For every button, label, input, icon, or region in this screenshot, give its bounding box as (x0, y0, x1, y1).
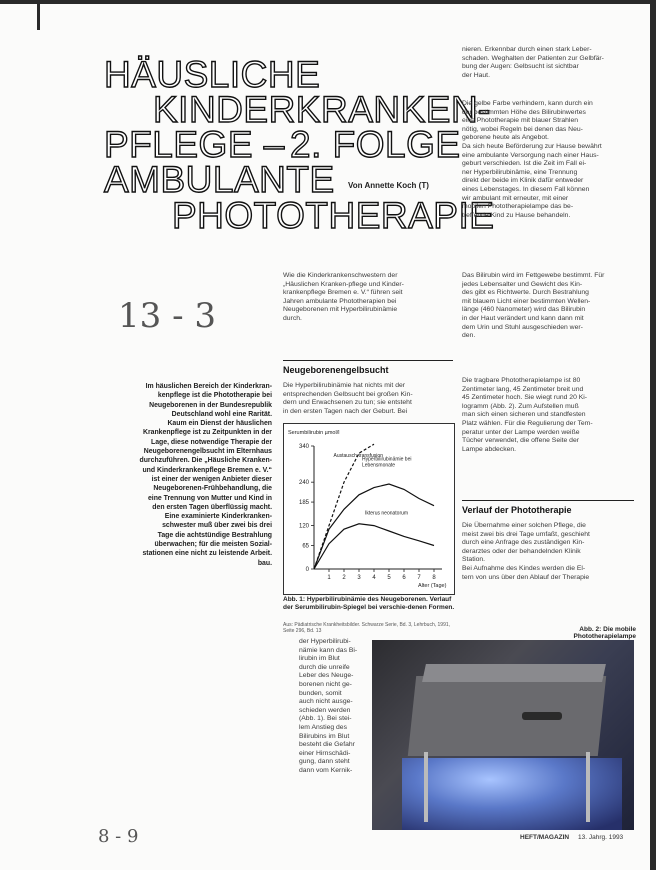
intro-line: durchzuführen. Die „Häusliche Kranken- (139, 457, 272, 465)
col3-para-c (462, 377, 632, 454)
text-line: Da sich heute Beförderung zur Hause bewährt (462, 142, 602, 150)
text-line: Die Hyperbilirubinämie hat nichts mit der (283, 382, 406, 389)
y-tick-label: 185 (298, 500, 309, 507)
scan-top-left-notch (37, 0, 40, 30)
text-line: schaden. Weghalten der Patienten zur Gelbfär- (462, 54, 604, 62)
text-line: Die tragbare Phototherapielampe ist 80 (462, 377, 581, 384)
text-line: Zentimeter lang, 45 Zentimeter breit und (462, 385, 584, 393)
figure-1-caption: Abb. 1: Hyperbilirubinämie des Neugeborenen. Verlauf der Serumbilirubin-Spiegel bei verschie-denen Formen. (283, 596, 455, 612)
section1-heading: Neugeborenengelbsucht (283, 365, 389, 375)
chart-annotation: Ikterus neonatorum (365, 510, 409, 517)
text-line: durch die unreife (299, 663, 350, 671)
text-line: gung, dann steht (299, 758, 350, 766)
x-tick-label: 5 (387, 575, 391, 581)
text-line: einer Hirnschädi- (299, 749, 351, 757)
text-line: ner Hyperbilirubinämie, eine Trennung (462, 168, 578, 176)
text-line: nötig, wobei Regeln bei denen das Neu- (462, 125, 583, 133)
text-line: Neugeborenen mit Hyperbilirubinämie (283, 306, 398, 314)
text-line: der bestimmten Höhe des Bilirubinwertes (462, 108, 586, 116)
text-line: peratur unter der Lampe werden weiße (462, 428, 580, 436)
text-line: durch eine Anfrage des zuständigen Kin- (462, 539, 585, 547)
text-line: Tücher verwendet, die offene Seite der (462, 437, 580, 445)
text-line: meist zwei bis drei Tage umfaßt, geschieht (462, 530, 590, 538)
x-tick-label: 2 (342, 575, 346, 581)
intro-line: bau. (257, 559, 272, 567)
text-line: Leber des Neuge- (299, 672, 354, 680)
x-tick-label: 6 (402, 575, 406, 581)
text-line: auch nicht ausge- (299, 698, 353, 706)
intro-line: Neugeborenen in der Bundesrepublik (149, 401, 272, 409)
text-line: geborene heute als Angebot. (462, 134, 549, 142)
text-line: wir ambulant mit erneuter, mit einer (462, 194, 569, 202)
text-line: der Hyperbilirubi- (299, 638, 351, 645)
text-line: 45 Zentimeter hoch. Sie wiegt rund 20 Ki- (462, 394, 588, 402)
footer-issue: 13. Jahrg. 1993 (578, 834, 624, 841)
intro-line: eine Trennung von Mutter und Kind in (147, 494, 272, 502)
series-line (314, 524, 434, 569)
text-line: nämie kann das Bi- (299, 646, 358, 654)
text-line: Platz wählen. Für die Regulierung der Tem- (462, 419, 593, 427)
title-line-2: KINDERKRANKEN- (153, 89, 491, 130)
scan-top-edge (0, 0, 656, 4)
text-line: mobilen Phototherapielampe das be- (462, 203, 574, 211)
text-line: in der Haut verändert und kann dann mit (462, 314, 584, 322)
col3-para-b (462, 272, 632, 341)
x-tick-label: 1 (327, 575, 331, 581)
intro-line: kenpflege ist die Phototherapie bei (157, 392, 272, 400)
title-line-1: HÄUSLICHE (104, 54, 321, 95)
text-line: Das Bilirubin wird im Fettgewebe bestimmt. Für (462, 272, 605, 279)
text-line: eine Phototherapie mit blauer Strahlen (462, 117, 578, 125)
intro-line: Krankenpflege ist zu Zeitpunkten in der (142, 429, 272, 437)
x-tick-label: 7 (417, 575, 421, 581)
chart-annotation: Austausch-transfusion (333, 452, 383, 459)
text-line: eines Lebenstages. In diesem Fall können (462, 185, 590, 193)
text-line: derarztes oder der behandelnden Klinik (462, 547, 581, 555)
text-line: borenen nicht ge- (299, 680, 352, 688)
lamp-leg (586, 752, 590, 822)
section1-rule (283, 360, 453, 361)
text-line: (Abb. 1). Bei stei- (299, 715, 352, 723)
intro-line: Neugeborenengelbsucht im Elternhaus (143, 448, 272, 456)
text-line: in den ersten Tagen nach der Geburt. Bei (283, 407, 408, 415)
lamp-housing (408, 676, 606, 756)
intro-line: Eine examinierte Kinderkranken- (164, 513, 272, 521)
x-tick-label: 3 (357, 575, 361, 581)
text-line: den. (462, 332, 476, 340)
title-line-5: AMBULANTE (104, 159, 335, 200)
text-line: nieren. Erkennbar durch einen stark Leber- (462, 46, 592, 53)
intro-line: schwester muß über zwei bis drei (162, 522, 272, 530)
footer-journal: HEFT/MAGAZIN (520, 834, 570, 841)
text-line: treffende Kind zu Hause behandeln. (462, 211, 571, 219)
text-line: Station. (462, 556, 486, 564)
y-tick-label: 0 (305, 567, 309, 573)
text-line: bung der Augen: Gelbsucht ist sichtbar (462, 63, 579, 71)
title-line-4: 2. FOLGE (290, 124, 461, 165)
text-line: direkt der beide im Klinik dafür entweder (462, 177, 584, 185)
intro-line: stationen eine nicht zu leistende Arbeit. (142, 550, 272, 558)
text-line: lem Anstieg des (299, 723, 347, 731)
x-axis-label: Alter (Tage) (418, 583, 447, 589)
x-tick-label: 8 (432, 575, 436, 581)
chart-annotation: Lebensmonate (362, 462, 396, 469)
handwritten-number-bottom: 8 - 9 (98, 826, 139, 847)
intro-line: Kaum ein Dienst der häuslichen (167, 420, 272, 428)
text-line: bunden, somit (299, 689, 342, 697)
text-line: Lampe abdecken. (462, 445, 517, 453)
y-tick-label: 120 (298, 523, 309, 530)
intro-line: Neugeborenen-Frühbehandlung, die (153, 485, 272, 493)
y-tick-label: 340 (298, 444, 309, 450)
col3-top (462, 46, 632, 80)
series-line (314, 484, 434, 569)
section2-text (462, 522, 634, 582)
text-line: jedes Lebensalter und Gewicht des Kin- (462, 280, 583, 288)
figure-1-source: Aus: Pädiatrische Krankheitsbilder. Schwarze Serie, Bd. 3, Lehrbuch, 1991, Seite 296, Bd. 13 (283, 622, 451, 634)
intro-line: und Kinderkrankenpflege Bremen e. V.“ (142, 466, 272, 474)
y-tick-label: 65 (302, 543, 309, 550)
figure-1-chart (283, 423, 455, 595)
title-line-3: PFLEGE – (104, 124, 285, 165)
col3-para-a (462, 100, 632, 220)
section2-heading: Verlauf der Phototherapie (462, 505, 572, 515)
text-line: logramm (Abb. 2). Zum Aufstellen muß (462, 402, 579, 410)
text-line: schieden werden (299, 706, 351, 714)
text-line: man sich einen sicheren und standfesten (462, 411, 586, 419)
text-line: des gibt es Richtwerte. Durch Bestrahlung (462, 289, 589, 297)
text-line: besteht die Gefahr (299, 741, 355, 749)
section2-rule (462, 500, 634, 501)
byline: Von Annette Koch (T) (348, 181, 429, 190)
intro-line: Tage die achtstündige Bestrahlung (157, 531, 272, 539)
text-line: dem Urin und Stuhl ausgeschieden wer- (462, 323, 583, 331)
text-line: Wie die Kinderkrankenschwestern der (283, 272, 398, 279)
figure-2-caption: Abb. 2: Die mobile Phototherapielampe (573, 626, 636, 640)
lamp-leg (424, 752, 428, 822)
title-line-6: PHOTOTHERAPIE (172, 195, 495, 236)
intro-line: ist einer der wenigen Anbieter dieser (151, 475, 272, 483)
text-line: krankenpflege Bremen e. V.“ führen seit (283, 289, 403, 297)
text-line: entsprechenden Gelbsucht bei großen Kin- (283, 390, 413, 398)
intro-line: Deutschland wohl eine Rarität. (171, 410, 272, 418)
text-line: dern und Erwachsenen zu tun; sie entsteht (283, 399, 412, 407)
text-line: „Häuslichen Kranken-pflege und Kinder- (283, 280, 404, 288)
lamp-lid (422, 664, 606, 682)
handwritten-number-top: 13 - 3 (118, 296, 216, 336)
intro-line: überwachen; für die meisten Sozial- (154, 541, 272, 549)
y-axis-label: Serumbilirubin µmol/l (288, 430, 340, 436)
text-line: dann vom Kernik- (299, 766, 353, 774)
text-line: tern von uns über den Ablauf der Therapie (462, 573, 590, 581)
intro-line: den ersten Tagen überflüssig macht. (152, 503, 272, 511)
text-line: Jahren ambulante Phototherapien bei (283, 297, 397, 305)
section1-text (283, 382, 453, 416)
intro-column (86, 382, 272, 568)
y-tick-label: 240 (298, 480, 309, 487)
text-line: geburt verschieden. Ist die Zeit im Fall ei- (462, 160, 587, 168)
bilirubin-chart-svg (284, 424, 454, 594)
text-line: der Haut. (462, 71, 490, 79)
intro-line: Lage, diese notwendige Therapie der (151, 438, 272, 446)
text-line: durch. (283, 314, 302, 322)
chart-annotation: Hyperbilirubinämie bei (362, 456, 412, 463)
text-line: Die gelbe Farbe verhindern, kann durch ein (462, 100, 593, 107)
text-line: Bilirubins im Blut (299, 732, 350, 740)
scan-right-edge (650, 0, 656, 870)
col2-bottom (299, 638, 365, 776)
text-line: mit blauem Licht einer bestimmten Wellen- (462, 297, 591, 305)
col2-intro (283, 272, 453, 324)
text-line: eine ambulante Versorgung nach einer Haus- (462, 151, 599, 159)
text-line: länge (460 Nanometer) wird das Bilirubin (462, 306, 586, 314)
x-tick-label: 4 (372, 575, 376, 581)
text-line: lirubin im Blut (299, 655, 340, 663)
text-line: Bei Aufnahme des Kindes werden die El- (462, 564, 586, 572)
lamp-handle (522, 712, 562, 720)
intro-line: Im häuslichen Bereich der Kinderkran- (145, 383, 272, 390)
phototherapy-lamp-photo (372, 640, 634, 830)
text-line: Die Übernahme einer solchen Pflege, die (462, 522, 586, 529)
